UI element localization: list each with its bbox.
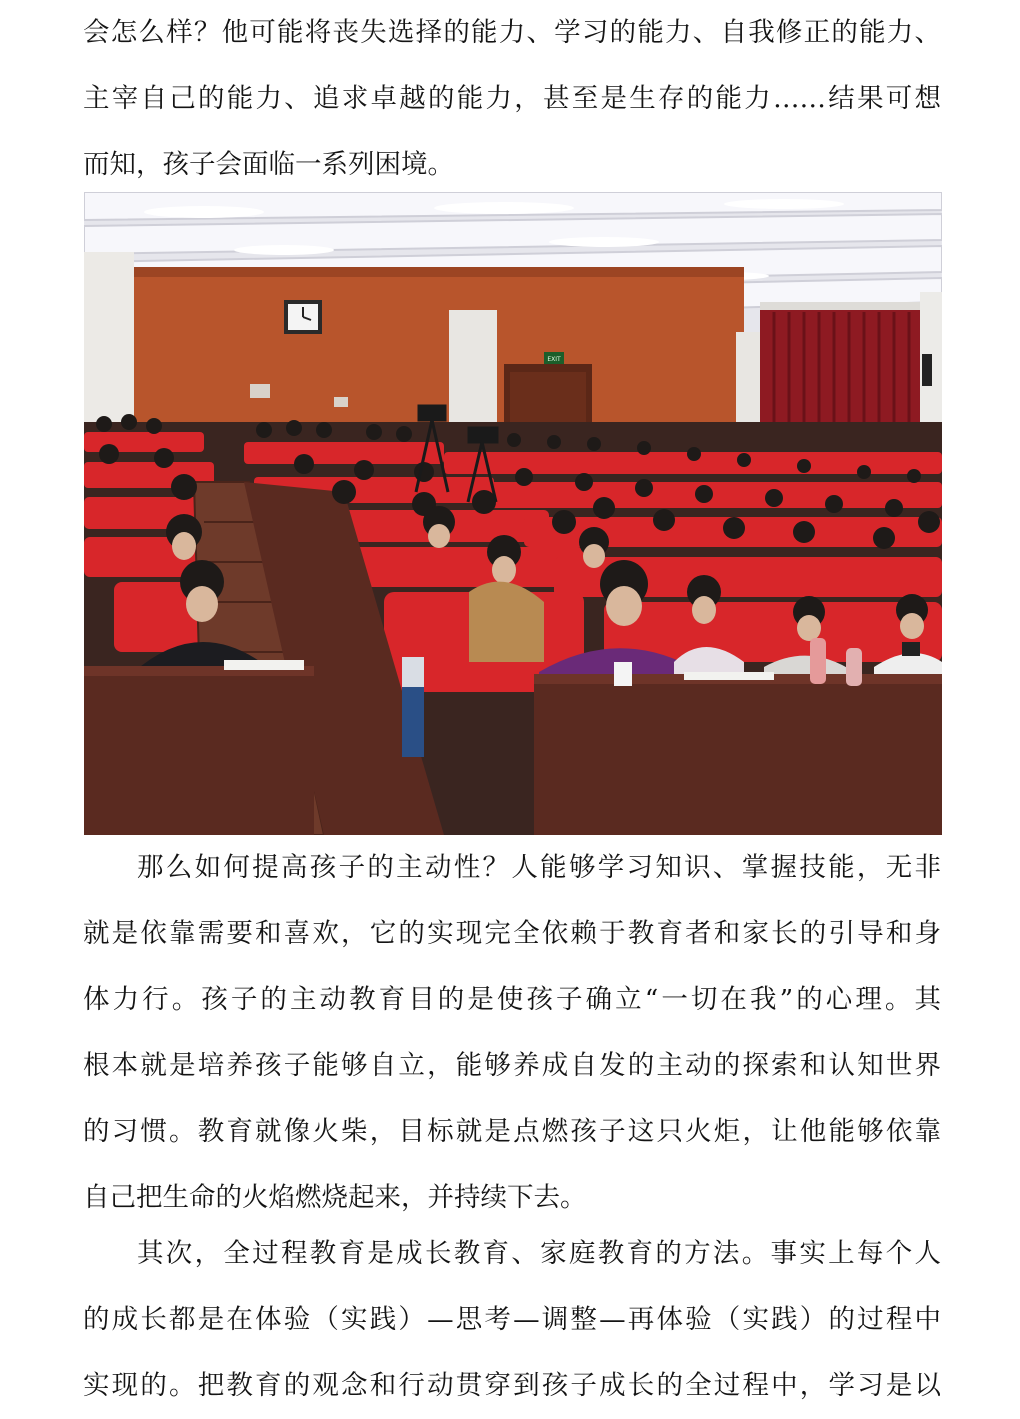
text-line: 主宰自己的能力、追求卓越的能力，甚至是生存的能力……结果可想: [83, 83, 941, 114]
text-line: 就是依靠需要和喜欢，它的实现完全依赖于教育者和家长的引导和身: [83, 918, 941, 949]
text-line: 实现的。把教育的观念和行动贯穿到孩子成长的全过程中，学习是以: [83, 1370, 941, 1401]
paragraph-1: [83, 0, 941, 198]
clock-icon: [284, 300, 322, 334]
text-line: 体力行。孩子的主动教育目的是使孩子确立“一切在我”的心理。其: [83, 984, 941, 1015]
text-line: 那么如何提高孩子的主动性？人能够学习知识、掌握技能，无非: [137, 852, 941, 883]
exit-sign: EXIT: [547, 356, 561, 363]
text-line: 会怎么样？他可能将丧失选择的能力、学习的能力、自我修正的能力、: [83, 17, 941, 48]
text-line: 其次，全过程教育是成长教育、家庭教育的方法。事实上每个人: [137, 1238, 941, 1269]
front-desk: [534, 680, 942, 835]
auditorium-photo: [84, 192, 942, 835]
paragraph-3: [83, 1221, 941, 1419]
text-line: 的习惯。教育就像火柴，目标就是点燃孩子这只火炬，让他能够依靠: [83, 1116, 941, 1147]
text-line: 自己把生命的火焰燃烧起来，并持续下去。: [83, 1182, 587, 1213]
text-line: 的成长都是在体验（实践）—思考—调整—再体验（实践）的过程中: [83, 1304, 941, 1335]
text-line: 而知，孩子会面临一系列困境。: [83, 149, 454, 180]
front-desk: [84, 672, 314, 835]
text-line: 根本就是培养孩子能够自立，能够养成自发的主动的探索和认知世界: [83, 1050, 941, 1081]
paragraph-2: [83, 835, 941, 1231]
